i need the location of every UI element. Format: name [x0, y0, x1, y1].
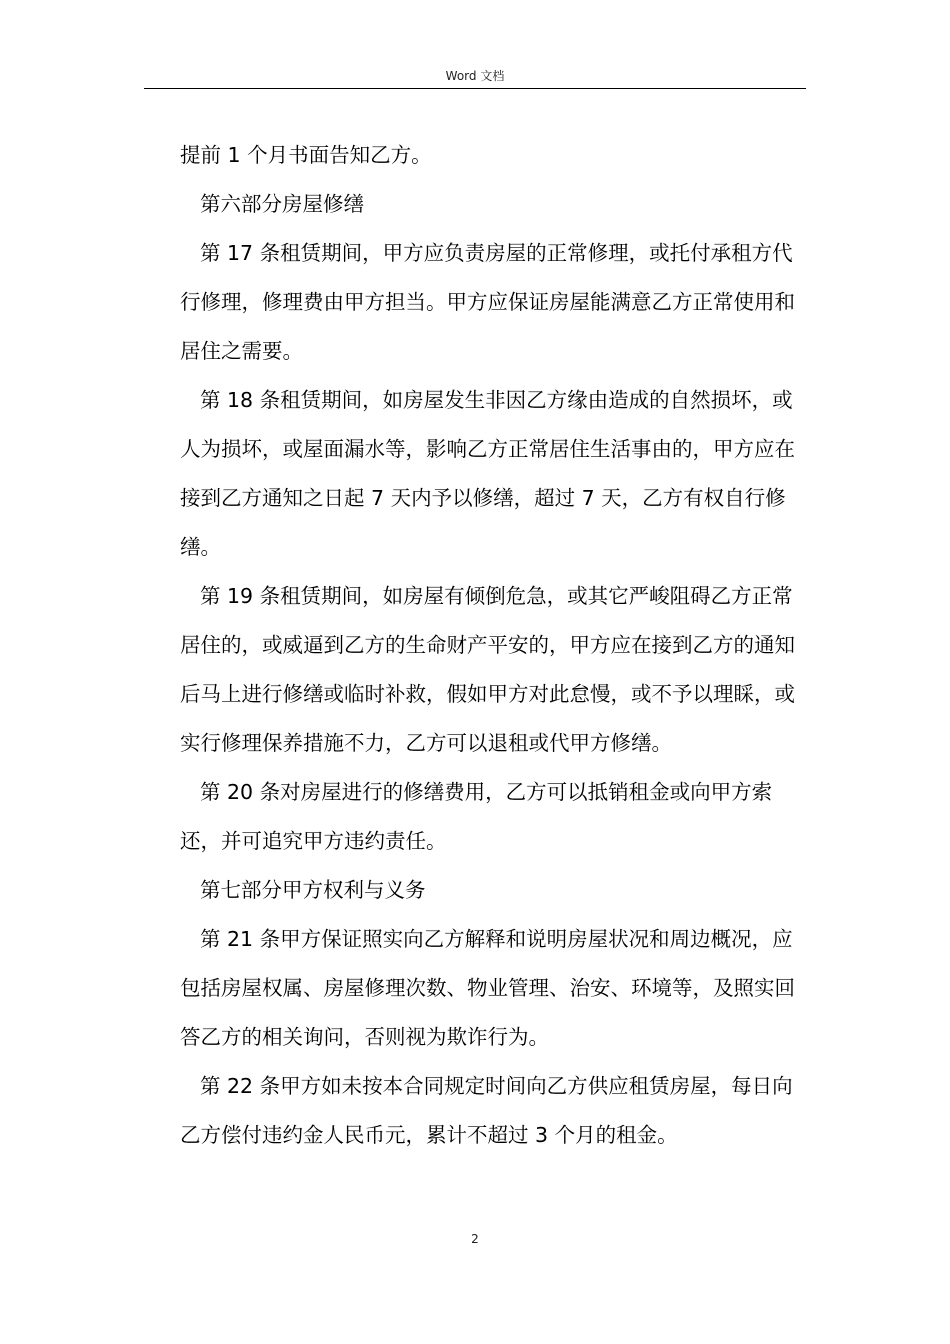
- document-body: [180, 131, 806, 1160]
- page-number: 2: [471, 1232, 479, 1246]
- article-22: 第 22 条甲方如未按本合同规定时间向乙方供应租赁房屋，每日向乙方偿付违约金人民币元，累计不超过 3 个月的租金。: [180, 1074, 793, 1147]
- article-18: 第 18 条租赁期间，如房屋发生非因乙方缘由造成的自然损坏，或人为损坏，或屋面漏水等，影响乙方正常居住生活事由的，甲方应在接到乙方通知之日起 7 天内予以修缮，超过 7 天，乙方有权自行修缮。: [180, 388, 795, 559]
- page-header-title: Word 文档: [445, 69, 505, 83]
- section-heading-7: 第七部分甲方权利与义务: [200, 878, 426, 902]
- paragraph-1: 提前 1 个月书面告知乙方。: [180, 143, 432, 167]
- header-divider: [144, 88, 806, 89]
- article-19: 第 19 条租赁期间，如房屋有倾倒危急，或其它严峻阻碍乙方正常居住的，或威逼到乙方的生命财产平安的，甲方应在接到乙方的通知后马上进行修缮或临时补救，假如甲方对此怠慢，或不予以理睬，或实行修理保养措施不力，乙方可以退租或代甲方修缮。: [180, 584, 795, 755]
- section-heading-6: 第六部分房屋修缮: [200, 192, 364, 216]
- article-21: 第 21 条甲方保证照实向乙方解释和说明房屋状况和周边概况，应包括房屋权属、房屋修理次数、物业管理、治安、环境等，及照实回答乙方的相关询问，否则视为欺诈行为。: [180, 927, 795, 1049]
- article-20: 第 20 条对房屋进行的修缮费用，乙方可以抵销租金或向甲方索还，并可追究甲方违约责任。: [180, 780, 773, 853]
- article-17: 第 17 条租赁期间，甲方应负责房屋的正常修理，或托付承租方代行修理，修理费由甲方担当。甲方应保证房屋能满意乙方正常使用和居住之需要。: [180, 241, 795, 363]
